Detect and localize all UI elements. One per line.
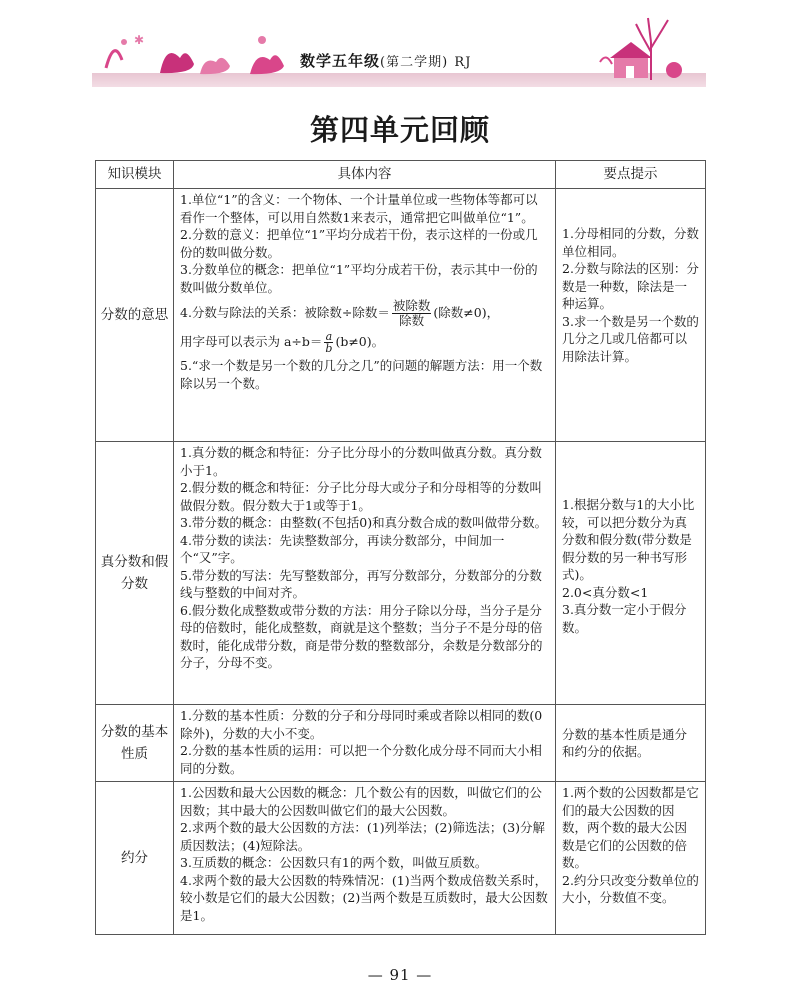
module-cell: 分数的意思 [96,189,174,442]
content-item-formula-letters [180,331,549,354]
formula-suffix: (除数≠0)， [433,305,500,320]
fraction [392,299,432,328]
content-item: 4.求两个数的最大公因数的特殊情况：(1)当两个数成倍数关系时，较小数是它们的最大公因数；(2)当两个数是互质数时，最大公因数是1。 [180,872,548,923]
content-item: 4.带分数的读法：先读整数部分，再读分数部分，中间加一个“又”字。 [180,532,505,565]
header-tips: 要点提示 [556,161,706,189]
module-cell: 约分 [96,782,174,935]
fraction-denominator: b [325,342,333,355]
formula-prefix: 4.分数与除法的关系：被除数÷除数＝ [180,305,390,320]
module-cell: 分数的基本性质 [96,705,174,782]
header-title-main: 数学五年级 [300,52,381,70]
fraction [324,331,333,354]
content-item: 5.带分数的写法：先写整数部分，再写分数部分，分数部分的分数线与整数的中间对齐。 [180,567,542,600]
content-item: 2.分数的基本性质的运用：可以把一个分数化成分母不同而大小相同的分数。 [180,743,542,776]
tip-cell [556,442,706,705]
content-item: 5.“求一个数是另一个数的几分之几”的问题的解题方法：用一个数除以另一个数。 [180,358,543,391]
header-content: 具体内容 [174,161,556,189]
content-item: 2.求两个数的最大公因数的方法：(1)列举法；(2)筛选法；(3)分解质因数法；(4)短除法。 [180,820,546,853]
content-item: 6.假分数化成整数或带分数的方法：用分子除以分母，当分子是分母的倍数时，能化成整数，商就是这个整数；当分子不是分母的倍数时，能化成带分数，商是带分数的整数部分，余数是分数部分的分子，分母不变。 [180,602,543,670]
tip-item: 分数的基本性质是通分和约分的依据。 [562,726,688,759]
content-item: 3.分数单位的概念：把单位“1”平均分成若干份，表示其中一份的数叫做分数单位。 [180,262,538,295]
tip-cell [556,189,706,442]
content-item: 3.带分数的概念：由整数(不包括0)和真分数合成的数叫做带分数。 [180,515,548,530]
tip-item: 1.根据分数与1的大小比较，可以把分数分为真分数和假分数(带分数是假分数的另一种书写形式)。 [562,497,695,582]
content-cell [174,705,556,782]
fraction-numerator: a [325,330,333,343]
table-row [96,442,706,705]
page-title: 第四单元回顾 [309,113,490,147]
module-cell: 真分数和假分数 [96,442,174,705]
tip-item: 2.分数与除法的区别：分数是一种数，除法是一种运算。 [562,261,699,311]
header-decoration-left [100,28,290,78]
content-item: 1.公因数和最大公因数的概念：几个数公有的因数，叫做它们的公因数；其中最大的公因数叫做它们的最大公因数。 [180,785,542,818]
table-header-row [96,161,706,189]
page-number: — 91 — [367,966,433,984]
table-row [96,782,706,935]
header-subtitle: (第二学期) [380,55,449,70]
header-edition: RJ [454,55,472,70]
tip-item: 1.分母相同的分数，分数单位相同。 [562,226,699,259]
content-cell [174,189,556,442]
content-cell [174,782,556,935]
header-title [300,50,540,71]
fraction-denominator: 除数 [399,313,425,328]
content-item: 3.互质数的概念：公因数只有1的两个数，叫做互质数。 [180,855,488,870]
tip-item: 3.真分数一定小于假分数。 [562,602,687,635]
tip-cell [556,782,706,935]
content-item-formula [180,299,549,328]
content-item: 1.真分数的概念和特征：分子比分母小的分数叫做真分数。真分数小于1。 [180,445,542,478]
tip-item: 1.两个数的公因数都是它们的最大公因数的因数，两个数的最大公因数是它们的公因数的倍数。 [562,785,699,870]
content-item: 2.假分数的概念和特征：分子比分母大或分子和分母相等的分数叫做假分数。假分数大于1或等于1。 [180,480,542,513]
header-module: 知识模块 [96,161,174,189]
fraction-numerator: 被除数 [392,298,431,313]
formula-suffix: (b≠0)。 [335,334,385,349]
header-decoration-right [596,12,696,82]
tip-item: 2.约分只改变分数单位的大小，分数值不变。 [562,872,699,905]
tip-item: 2.0<真分数<1 [562,584,649,600]
tip-cell [556,705,706,782]
content-item: 2.分数的意义：把单位“1”平均分成若干份，表示这样的一份或几份的数叫做分数。 [180,227,538,260]
table-row [96,189,706,442]
content-item: 1.单位“1”的含义：一个物体、一个计量单位或一些物体等都可以看作一个整体，可以用自然数1来表示，通常把它叫做单位“1”。 [180,192,538,225]
formula-prefix: 用字母可以表示为 a÷b＝ [180,334,323,349]
review-table [95,160,706,935]
content-cell [174,442,556,705]
content-item: 1.分数的基本性质：分数的分子和分母同时乘或者除以相同的数(0除外)，分数的大小不变。 [180,708,543,741]
svg-text:✱: ✱ [134,33,145,47]
tip-item: 3.求一个数是另一个数的几分之几或几倍都可以用除法计算。 [562,313,699,364]
table-row [96,705,706,782]
